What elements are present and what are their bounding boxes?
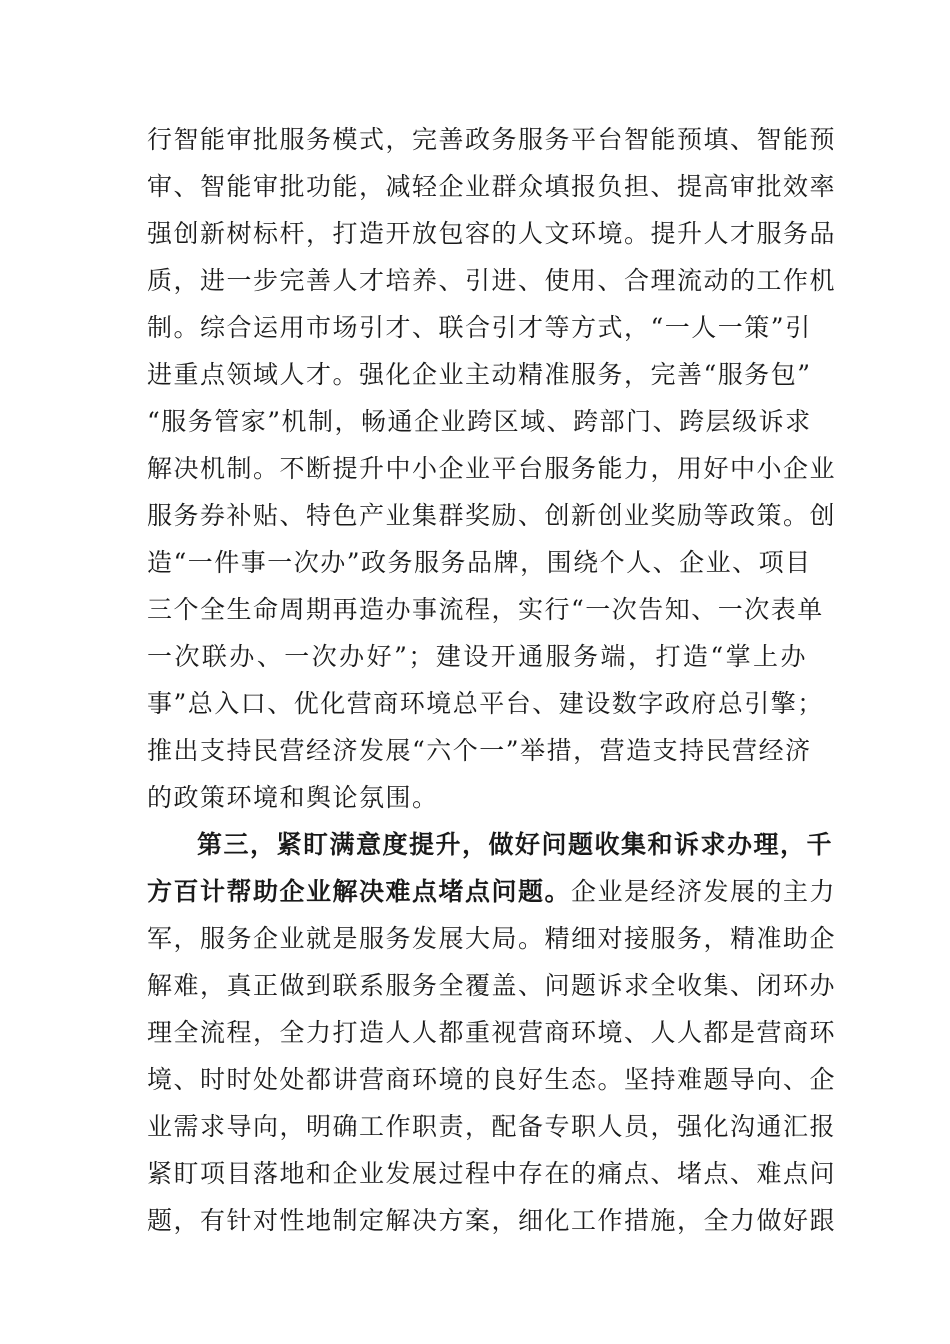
line-text: 一次联办、一次办好”；建设开通服务端，打造“掌上办 (147, 642, 807, 671)
line-text: 造“一件事一次办”政务服务品牌，围绕个人、企业、项目 (147, 548, 812, 577)
text-line (147, 1197, 837, 1244)
text-line (147, 727, 812, 774)
text-line (147, 915, 837, 962)
text-line (147, 1009, 837, 1056)
text-line (147, 398, 812, 445)
text-line (147, 539, 812, 586)
text-line (147, 304, 812, 351)
text-line (147, 1150, 837, 1197)
line-text: 强创新树标杆，打造开放包容的人文环境。提升人才服务品 (147, 219, 837, 248)
line-text: 企业是经济发展的主力 (571, 877, 837, 906)
line-text: 制。综合运用市场引才、联合引才等方式，“一人一策”引 (147, 313, 812, 342)
line-text: 的政策环境和舆论氛围。 (147, 783, 439, 812)
line-text: 解难，真正做到联系服务全覆盖、问题诉求全收集、闭环办 (147, 971, 837, 1000)
line-text: 三个全生命周期再造办事流程，实行“一次告知、一次表单 (147, 595, 824, 624)
text-line (147, 492, 837, 539)
line-text: 题，有针对性地制定解决方案，细化工作措施，全力做好跟 (147, 1206, 837, 1235)
line-text: 质，进一步完善人才培养、引进、使用、合理流动的工作机 (147, 266, 837, 295)
line-text: 事”总入口、优化营商环境总平台、建设数字政府总引擎； (147, 689, 824, 718)
section-heading-line (147, 821, 834, 868)
line-text: 紧盯项目落地和企业发展过程中存在的痛点、堵点、难点问 (147, 1159, 837, 1188)
line-text: 推出支持民营经济发展“六个一”举措，营造支持民营经济 (147, 736, 812, 765)
line-text: 服务券补贴、特色产业集群奖励、创新创业奖励等政策。创 (147, 501, 837, 530)
text-line (147, 1103, 837, 1150)
text-line (147, 210, 837, 257)
text-line (147, 116, 837, 163)
section-heading-text: 方百计帮助企业解决难点堵点问题。 (147, 877, 572, 906)
line-text: 理全流程，全力打造人人都重视营商环境、人人都是营商环 (147, 1018, 837, 1047)
line-text: 审、智能审批功能，减轻企业群众填报负担、提高审批效率 (147, 172, 837, 201)
line-text: 军，服务企业就是服务发展大局。精细对接服务，精准助企 (147, 924, 837, 953)
text-line (147, 163, 837, 210)
text-line (147, 633, 807, 680)
paragraph-end-line (147, 774, 807, 821)
line-text: 境、时时处处都讲营商环境的良好生态。坚持难题导向、企 (147, 1065, 837, 1094)
line-text: 行智能审批服务模式，完善政务服务平台智能预填、智能预 (147, 125, 837, 154)
text-line (147, 680, 824, 727)
section-heading-line (147, 868, 837, 915)
text-line (147, 962, 837, 1009)
line-text: 业需求导向，明确工作职责，配备专职人员，强化沟通汇报 (147, 1112, 837, 1141)
line-text: “服务管家”机制，畅通企业跨区域、跨部门、跨层级诉求 (147, 407, 812, 436)
text-line (147, 257, 837, 304)
line-text: 进重点领域人才。强化企业主动精准服务，完善“服务包” (147, 360, 812, 389)
body-text (147, 116, 837, 1244)
text-line (147, 351, 812, 398)
text-line (147, 1056, 837, 1103)
section-heading-text: 第三，紧盯满意度提升，做好问题收集和诉求办理，千 (197, 830, 834, 859)
line-text: 解决机制。不断提升中小企业平台服务能力，用好中小企业 (147, 454, 837, 483)
text-line (147, 445, 837, 492)
text-line (147, 586, 824, 633)
